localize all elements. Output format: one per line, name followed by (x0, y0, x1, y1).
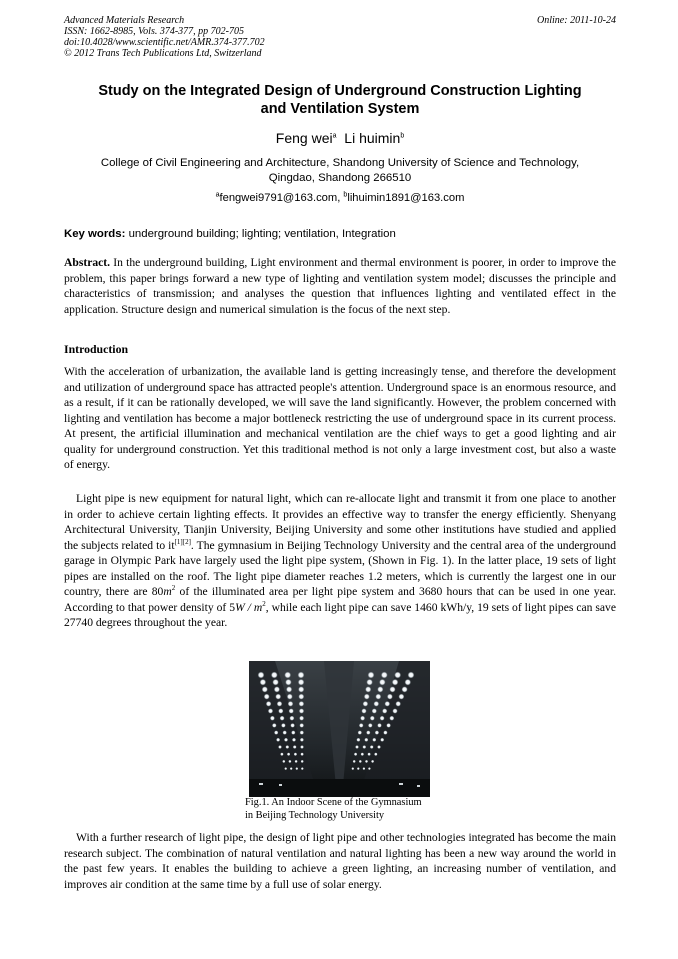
ceiling-light (271, 672, 278, 679)
keywords-text: underground building; lighting; ventilation, Integration (125, 228, 396, 240)
paper-title (64, 82, 616, 118)
section-heading-introduction: Introduction (64, 342, 129, 356)
ceiling-light (270, 716, 275, 721)
author-1: Feng wei (275, 130, 333, 146)
ceiling-light (364, 694, 370, 700)
ceiling-light (368, 767, 371, 770)
ceiling-light (374, 752, 377, 755)
ceiling-light (362, 745, 366, 749)
intro-paragraph-1 (64, 364, 616, 473)
ceiling-light (287, 752, 290, 755)
ceiling-light (382, 708, 387, 713)
ceiling-light (408, 672, 415, 679)
ceiling-light (298, 679, 305, 686)
author-2-sup: b (400, 132, 405, 140)
ceiling-light (299, 708, 304, 713)
ceiling-light (368, 723, 373, 728)
intro-p1-text: With the acceleration of urbanization, the available land is getting increasingly tense, and therefore the development and utilization of underground space has attracted people's attention. Underground space is an enormous resource, and as a result, if it can be rationally developed, we will save the land significantly. However, the problem concerned with lighting and ventilation has become a major bottleneck restricting the use of underground space in its current process. At present, the artificial illumination and mechanical ventilation are the chief ways to get a good lighting and air quality for underground construction. Yet this traditional method is not only a large investment cost, but also a waste of energy. (64, 365, 616, 471)
ceiling-light (359, 760, 362, 763)
p3-text: With a further research of light pipe, the design of light pipe and other technologies integrated has become the main research subject. The combination of natural ventilation and natural lighting has been a new way around the world in the past few years. It enables the building to achieve a green lighting, an increasing number of ventilation, and improves air condition at the same time by a full use of solar energy. (64, 831, 616, 891)
ceiling-light (363, 701, 369, 707)
ceiling-light (280, 716, 285, 721)
ceiling-light (380, 738, 384, 742)
gymnasium-photo-drawing (249, 661, 430, 797)
ceiling-light (360, 716, 365, 721)
ceiling-light (389, 686, 395, 692)
ceiling-light (258, 672, 265, 679)
affiliation (64, 156, 616, 186)
ceiling-light (356, 738, 360, 742)
caption-line-1: Fig.1. An Indoor Scene of the Gymnasium (245, 797, 422, 808)
email-2: lihuimin1891@163.com (347, 192, 465, 204)
title-line-1: Study on the Integrated Design of Underground Construction Lighting (98, 83, 582, 99)
ceiling-light (362, 767, 365, 770)
ceiling-light (295, 767, 298, 770)
ceiling-light (367, 752, 370, 755)
ceiling-light (260, 679, 267, 686)
online-date: Online: 2011-10-24 (537, 15, 616, 26)
ceiling-light (351, 767, 354, 770)
ceiling-light (365, 686, 371, 692)
ceiling-light (377, 723, 382, 728)
ceiling-light (282, 760, 285, 763)
ceiling-light (372, 738, 376, 742)
ceiling-light (289, 716, 294, 721)
ceiling-light (299, 701, 305, 707)
author-1-sup: a (332, 132, 337, 140)
ceiling-light (300, 752, 303, 755)
copyright: © 2012 Trans Tech Publications Ltd, Switzerland (64, 48, 262, 59)
intro-paragraph-2 (64, 491, 616, 631)
abstract-label: Abstract. (64, 256, 111, 269)
ceiling-light (272, 679, 279, 686)
ceiling-light (272, 723, 277, 728)
ceiling-light (377, 745, 381, 749)
ceiling-light (361, 708, 366, 713)
ceiling-light (274, 730, 278, 734)
p2-part-c: of the illuminated area per light pipe system and 3680 hours that can be used in one year. According to that power density of 5 (64, 585, 616, 614)
authors (64, 130, 616, 147)
ceiling-light (361, 752, 364, 755)
abstract (64, 255, 616, 317)
p2-part-d: , while each light pipe can save 1460 kWh/y, 19 sets of light pipes can save 27740 degrees throughout the year. (64, 600, 616, 629)
ceiling-light (354, 752, 357, 755)
journal-header (64, 15, 616, 59)
ceiling-light (287, 694, 293, 700)
ceiling-light (278, 745, 282, 749)
ceiling-light (366, 679, 373, 686)
ceiling-light (387, 694, 393, 700)
ceiling-light (365, 760, 368, 763)
ceiling-light (385, 701, 391, 707)
ceiling-light (284, 767, 287, 770)
ceiling-light (293, 745, 297, 749)
ceiling-light (301, 760, 304, 763)
unit-w-per-m: W / m (235, 600, 263, 614)
ceiling-light (370, 745, 374, 749)
ceiling-light (405, 679, 412, 686)
issn: ISSN: 1662-8985, Vols. 374-377, pp 702-705 (64, 26, 244, 37)
emails (64, 191, 616, 206)
ceiling-light (353, 760, 356, 763)
ceiling-light (285, 745, 289, 749)
ceiling-light (288, 701, 294, 707)
unit-m: m (163, 585, 172, 598)
ceiling-light (364, 738, 368, 742)
ceiling-light (278, 708, 283, 713)
ceiling-light (277, 701, 283, 707)
ceiling-light (375, 694, 381, 700)
ceiling-light (286, 686, 292, 692)
keywords (64, 227, 616, 241)
ceiling-light (386, 723, 391, 728)
ceiling-light (264, 694, 270, 700)
figure-gymnasium-photo (249, 661, 430, 797)
citation-ref: [1][2] (174, 537, 191, 546)
ceiling-light (294, 752, 297, 755)
email-1: fengwei9791@163.com, (219, 192, 344, 204)
ceiling-light (366, 730, 370, 734)
affiliation-line-2: Qingdao, Shandong 266510 (268, 172, 412, 184)
figure-caption (245, 796, 485, 822)
unit-w-sq: 2 (262, 599, 266, 608)
caption-line-2: in Beijing Technology University (245, 810, 385, 821)
ceiling-light (300, 745, 304, 749)
ceiling-light (274, 686, 280, 692)
ceiling-light (398, 694, 404, 700)
ceiling-light (402, 686, 408, 692)
ceiling-light (392, 708, 397, 713)
ceiling-light (275, 694, 281, 700)
ceiling-light (290, 723, 295, 728)
ceiling-light (298, 694, 304, 700)
ceiling-light (285, 679, 292, 686)
ceiling-light (381, 672, 388, 679)
ceiling-light (291, 730, 295, 734)
ceiling-light (394, 672, 401, 679)
ceiling-light (281, 723, 286, 728)
affiliation-line-1: College of Civil Engineering and Architecture, Shandong University of Science and Technology, (100, 157, 580, 169)
ceiling-light (292, 738, 296, 742)
ceiling-light (383, 730, 387, 734)
ceiling-light (276, 738, 280, 742)
ceiling-light (284, 672, 291, 679)
ceiling-light (262, 686, 268, 692)
ceiling-light (300, 738, 304, 742)
ceiling-light (371, 760, 374, 763)
p2-part-b: . The gymnasium in Beijing Technology University and the central area of the underground garage in Olympic Park have largely used the light pipe system, (Shown in Fig. 1). In the latter place, 19 sets of light pipes are installed on the roof. The light pipe diameter reaches 1.2 meters, which is currently the largest one in our country, there are 80 (64, 538, 617, 598)
ceiling-light (299, 723, 304, 728)
title-line-2: and Ventilation System (260, 101, 420, 117)
ceiling-light (392, 679, 399, 686)
ceiling-light (359, 723, 364, 728)
ceiling-light (280, 752, 283, 755)
ceiling-light (379, 679, 386, 686)
ceiling-light (295, 760, 298, 763)
paragraph-3 (64, 830, 616, 892)
ceiling-light (299, 716, 304, 721)
ceiling-light (298, 672, 305, 679)
ceiling-light (358, 730, 362, 734)
ceiling-light (380, 716, 385, 721)
ceiling-light (355, 745, 359, 749)
ceiling-light (268, 708, 273, 713)
ceiling-light (283, 730, 287, 734)
ceiling-light (266, 701, 272, 707)
ceiling-light (389, 716, 394, 721)
p2-part-a: Light pipe is new equipment for natural light, which can re-allocate light and transmit it from one place to another in order to achieve certain lighting effects. It provides an effective way to transfer the energy efficiently. Shenyang Architectural University, Tianjin University, Beijing University and some other institutions have studied and applied the subjects related to it (64, 492, 616, 552)
ceiling-light (395, 701, 401, 707)
unit-m-sq: 2 (171, 584, 176, 593)
doi: doi:10.4028/www.scientific.net/AMR.374-377.702 (64, 37, 265, 48)
journal-name: Advanced Materials Research (64, 15, 185, 26)
ceiling-light (370, 716, 375, 721)
ceiling-light (298, 686, 304, 692)
ceiling-light (284, 738, 288, 742)
ceiling-light (301, 767, 304, 770)
ceiling-light (377, 686, 383, 692)
abstract-text: In the underground building, Light environment and thermal environment is poorer, in order to improve the problem, this paper brings forward a new type of lighting and ventilation system model; discusses the principle and characteristics of transmission; and analyses the question that influences lighting and ventilated effect in the application. Structure design and numerical simulation is the focus of the next step. (64, 256, 616, 316)
ceiling-light (368, 672, 375, 679)
email-2-sup: b (343, 191, 348, 199)
author-2: Li huimin (344, 130, 401, 146)
ceiling-light (374, 701, 380, 707)
ceiling-light (288, 760, 291, 763)
email-1-sup: a (215, 191, 220, 199)
keywords-label: Key words: (64, 228, 126, 240)
ceiling-light (357, 767, 360, 770)
ceiling-light (289, 708, 294, 713)
ceiling-light (372, 708, 377, 713)
ceiling-light (290, 767, 293, 770)
ceiling-light (300, 730, 304, 734)
ceiling-light (375, 730, 379, 734)
